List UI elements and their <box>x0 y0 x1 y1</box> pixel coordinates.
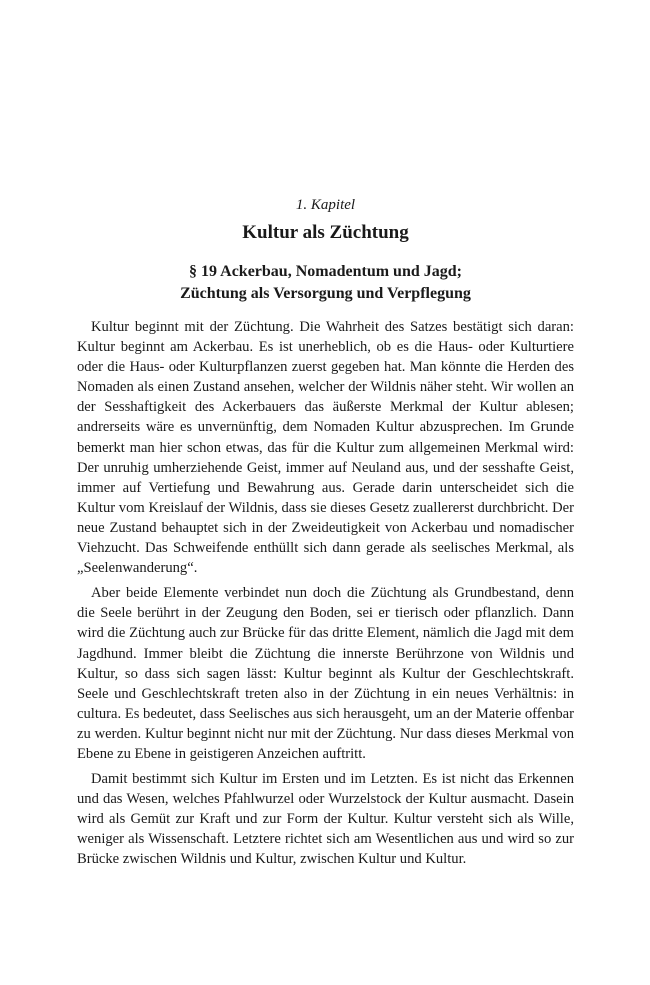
paragraph-1: Kultur beginnt mit der Züchtung. Die Wahrheit des Satzes bestätigt sich daran: Kultur beginnt am Ackerbau. Es ist unerheblich, ob es die Haus- oder Kulturtiere oder die Haus- oder Kulturpflanzen zuerst gegeben hat. Man könnte die Herden des Nomaden als einen Zustand ansehen, welcher der Wildnis näher steht. Wir wollen an der Sesshaftigkeit des Ackerbauers das äußerste Merkmal der Kultur ablesen; andrerseits wäre es unvernünftig, dem Nomaden Kultur abzusprechen. Im Grunde bemerkt man hier schon etwas, das für die Kultur zum allgemeinen Merkmal wird: Der unruhig umherziehende Geist, immer auf Neuland aus, und der sesshafte Geist, immer auf Vertiefung und Bewahrung aus. Gerade darin unterscheidet sich die Kultur vom Kreislauf der Wildnis, dass sie dieses Gesetz zuallererst durchbricht. Der neue Zustand behauptet sich in der Zweideutigkeit von Ackerbau und nomadischer Viehzucht. Das Schweifende enthüllt sich dann gerade als seelisches Merkmal, als „Seelenwanderung“. <box>77 319 574 577</box>
chapter-number: 1. Kapitel <box>295 197 356 213</box>
body-text <box>77 317 574 870</box>
section-heading <box>77 261 574 305</box>
section-heading-line-1: § 19 Ackerbau, Nomadentum und Jagd; <box>189 263 462 280</box>
paragraph-2: Aber beide Elemente verbindet nun doch die Züchtung als Grundbestand, denn die Seele berührt in der Zeugung den Boden, sei er tierisch oder pflanzlich. Dann wird die Züchtung auch zur Brücke für das dritte Element, nämlich die Jagd mit dem Jagdhund. Immer bleibt die Züchtung die innerste Berührzone von Wildnis und Kultur, so dass sich sagen lässt: Kultur beginnt als Kultur der Geschlechtskraft. Seele und Geschlechtskraft treten also in der Züchtung in ein neues Verhältnis: in cultura. Es bedeutet, dass Seelisches aus sich herausgeht, um an der Materie offenbar zu werden. Kultur beginnt nicht nur mit der Züchtung. Nur dass dieses Merkmal von Ebene zu Ebene in geistigeren Anzeichen auftritt. <box>77 585 574 762</box>
chapter-title: Kultur als Züchtung <box>242 222 409 243</box>
paragraph-3: Damit bestimmt sich Kultur im Ersten und im Letzten. Es ist nicht das Erkennen und das Wesen, welches Pfahlwurzel oder Wurzelstock der Kultur ausmacht. Dasein wird als Gemüt zur Kraft und zur Form der Kultur. Kultur versteht sich als Wille, weniger als Wissenschaft. Letztere richtet sich am Wesentlichen aus und wird so zur Brücke zwischen Wildnis und Kultur, zwischen Kultur und Kultur. <box>77 771 574 868</box>
section-heading-line-2: Züchtung als Versorgung und Verpflegung <box>180 285 471 302</box>
